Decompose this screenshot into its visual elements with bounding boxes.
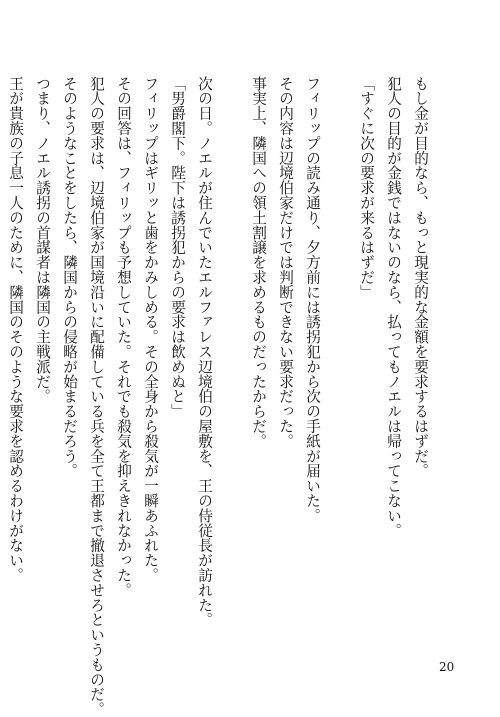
text-line: つまり、ノエル誘拐の首謀者は隣国の主戦派だ。: [34, 76, 51, 404]
text-line: そのようなことをしたら、隣国からの侵略が始まるだろう。: [61, 76, 78, 479]
text-line: 犯人の要求は、辺境伯家が国境沿いに配備している兵を全て王都まで撤退させろというものだ。: [88, 76, 105, 717]
text-line: 事実上、隣国への領土割譲を求めるものだったからだ。: [250, 76, 267, 449]
dialogue-line: 「すぐに次の要求が来るはずだ」: [358, 76, 375, 300]
text-line: フィリップの読み通り、夕方前には誘拐犯から次の手紙が届いた。: [304, 76, 321, 523]
text-line: 王が貴族の子息一人のために、隣国のそのような要求を認めるわけがない。: [7, 76, 24, 583]
text-line: もし金が目的なら、もっと現実的な金額を要求するはずだ。: [412, 76, 429, 479]
dialogue-line: 「男爵閣下。陛下は誘拐犯からの要求は飲めぬと」: [169, 76, 186, 419]
text-line: その回答は、フィリップも予想していた。それでも殺気を抑えきれなかった。: [115, 76, 132, 598]
paragraph-gap: [218, 76, 245, 656]
text-line: フィリップはギリッと歯をかみしめる。その全身から殺気が一瞬あふれた。: [142, 76, 159, 583]
page-number: 20: [439, 660, 455, 674]
paragraph-gap: [326, 76, 353, 656]
text-line: 犯人の目的が金銭ではないのなら、払ってもノエルは帰ってこない。: [385, 76, 402, 538]
text-line: その内容は辺境伯家だけでは判断できない要求だった。: [277, 76, 294, 449]
vertical-text-body: [0, 76, 434, 717]
text-line: 次の日。ノエルが住んでいたエルファレス辺境伯の屋敷を、王の侍従長が訪れた。: [196, 76, 213, 628]
